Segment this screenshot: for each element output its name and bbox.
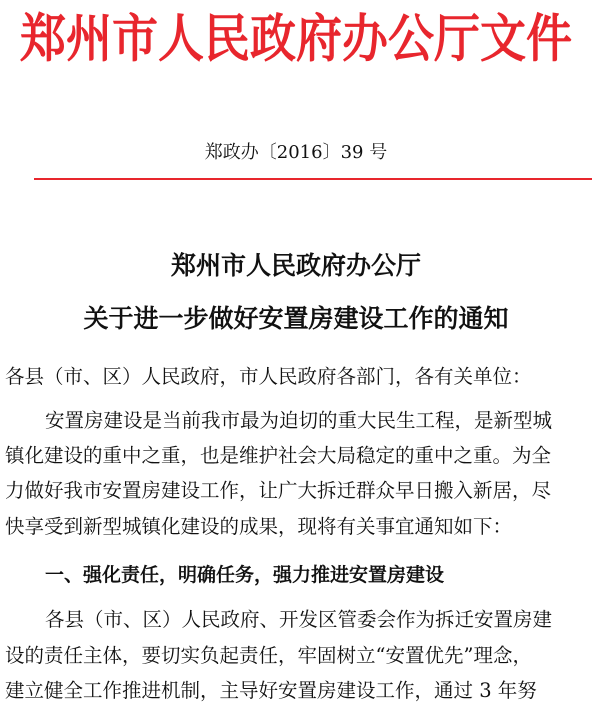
body-line: 快享受到新型城镇化建设的成果，现将有关事宜通知如下： [5,515,513,538]
body-line: 建立健全工作推进机制，主导好安置房建设工作，通过 3 年努 [5,679,537,702]
body-line: 各县（市、区）人民政府、开发区管委会作为拆迁安置房建 [45,608,553,631]
notice-title-issuer: 郑州市人民政府办公厅 [170,251,421,280]
section-heading: 一、强化责任，明确任务，强力推进安置房建设 [45,564,445,586]
body-line: 设的责任主体，要切实负起责任，牢固树立“安置优先”理念， [5,644,532,667]
body-line: 力做好我市安置房建设工作，让广大拆迁群众早日搬入新居，尽 [5,479,552,502]
body-line: 安置房建设是当前我市最为迫切的重大民生工程，是新型城 [45,409,553,432]
salutation-line: 各县（市、区）人民政府，市人民政府各部门，各有关单位： [5,365,532,388]
body-line: 镇化建设的重中之重，也是维护社会大局稳定的重中之重。为全 [5,444,552,467]
notice-title-subject: 关于进一步做好安置房建设工作的通知 [83,304,509,333]
document-masthead: 郑州市人民政府办公厅文件 [20,8,572,69]
document-number: 郑政办〔2016〕39 号 [204,142,388,163]
header-divider [34,178,592,180]
